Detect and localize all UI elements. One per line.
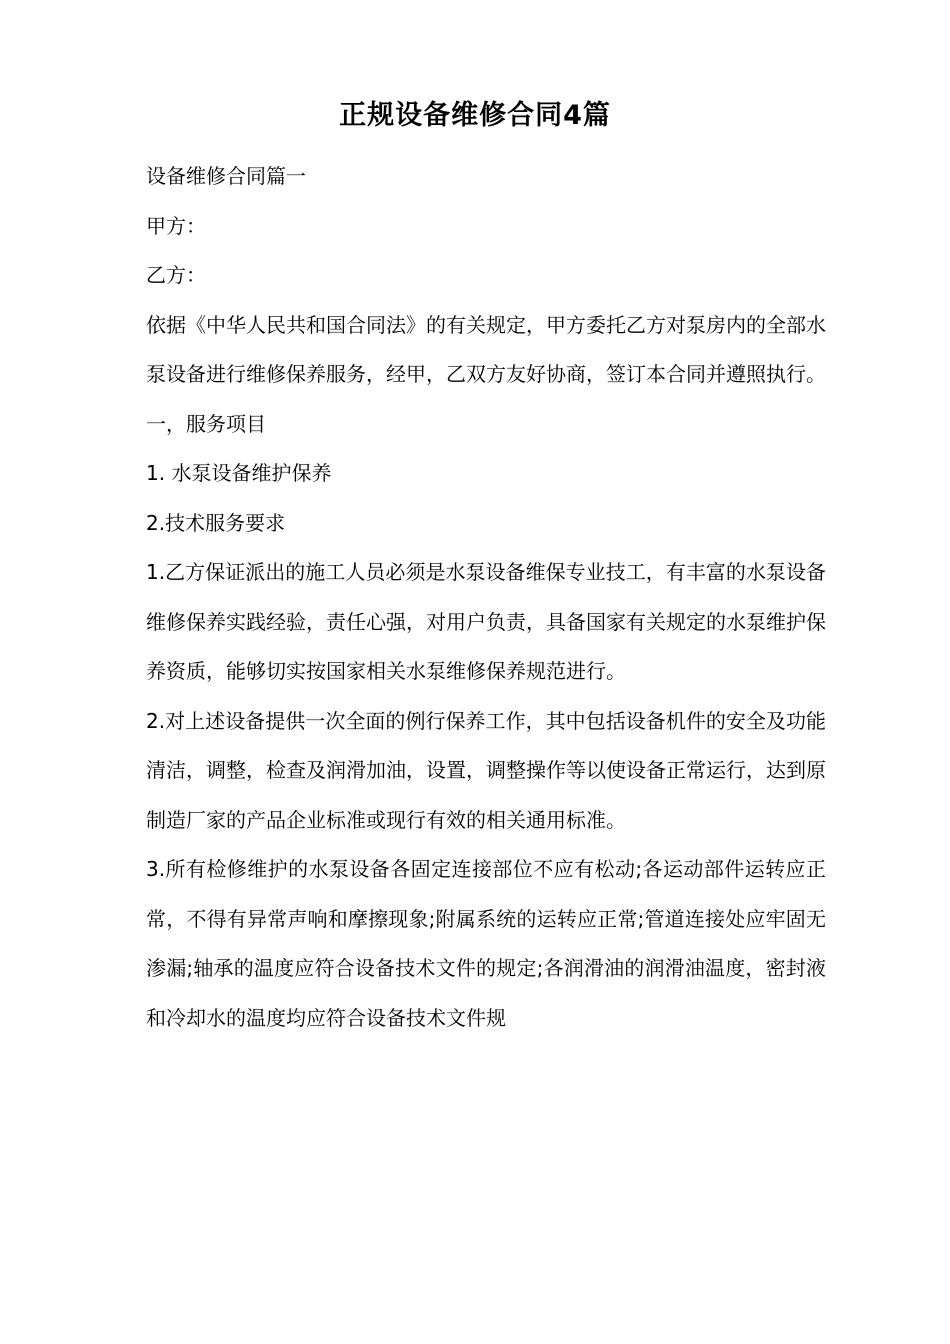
clause-paragraph: 2.对上述设备提供一次全面的例行保养工作，其中包括设备机件的安全及功能清洁，调整，检查及润滑加油，设置，调整操作等以使设备正常运行，达到原制造厂家的产品企业标准或现行有效的相关通用标准。 [146, 708, 826, 832]
preamble-paragraph: 依据《中华人民共和国合同法》的有关规定，甲方委托乙方对泵房内的全部水泵设备进行维修保养服务，经甲，乙双方友好协商，签订本合同并遵照执行。 [146, 312, 826, 386]
document-body [146, 152, 826, 1043]
clause-item: 1. 水泵设备维护保养 [146, 461, 332, 485]
party-a-line: 甲方： [146, 213, 206, 238]
clause-heading: 一，服务项目 [146, 411, 266, 436]
document-title: 正规设备维修合同4篇 [339, 100, 611, 131]
clause-paragraph: 1.乙方保证派出的施工人员必须是水泵设备维保专业技工，有丰富的水泵设备维修保养实践经验，责任心强，对用户负责，具备国家有关规定的水泵维护保养资质，能够切实按国家相关水泵维修保养规范进行。 [146, 560, 826, 683]
section-heading: 设备维修合同篇一 [146, 164, 306, 188]
clause-paragraph: 3.所有检修维护的水泵设备各固定连接部位不应有松动;各运动部件运转应正常，不得有异常声响和摩擦现象;附属系统的运转应正常;管道连接处应牢固无渗漏;轴承的温度应符合设备技术文件的规定;各润滑油的润滑油温度，密封液和冷却水的温度均应符合设备技术文件规 [146, 857, 826, 1030]
party-b-line: 乙方： [146, 263, 206, 287]
clause-item: 2.技术服务要求 [146, 510, 286, 535]
